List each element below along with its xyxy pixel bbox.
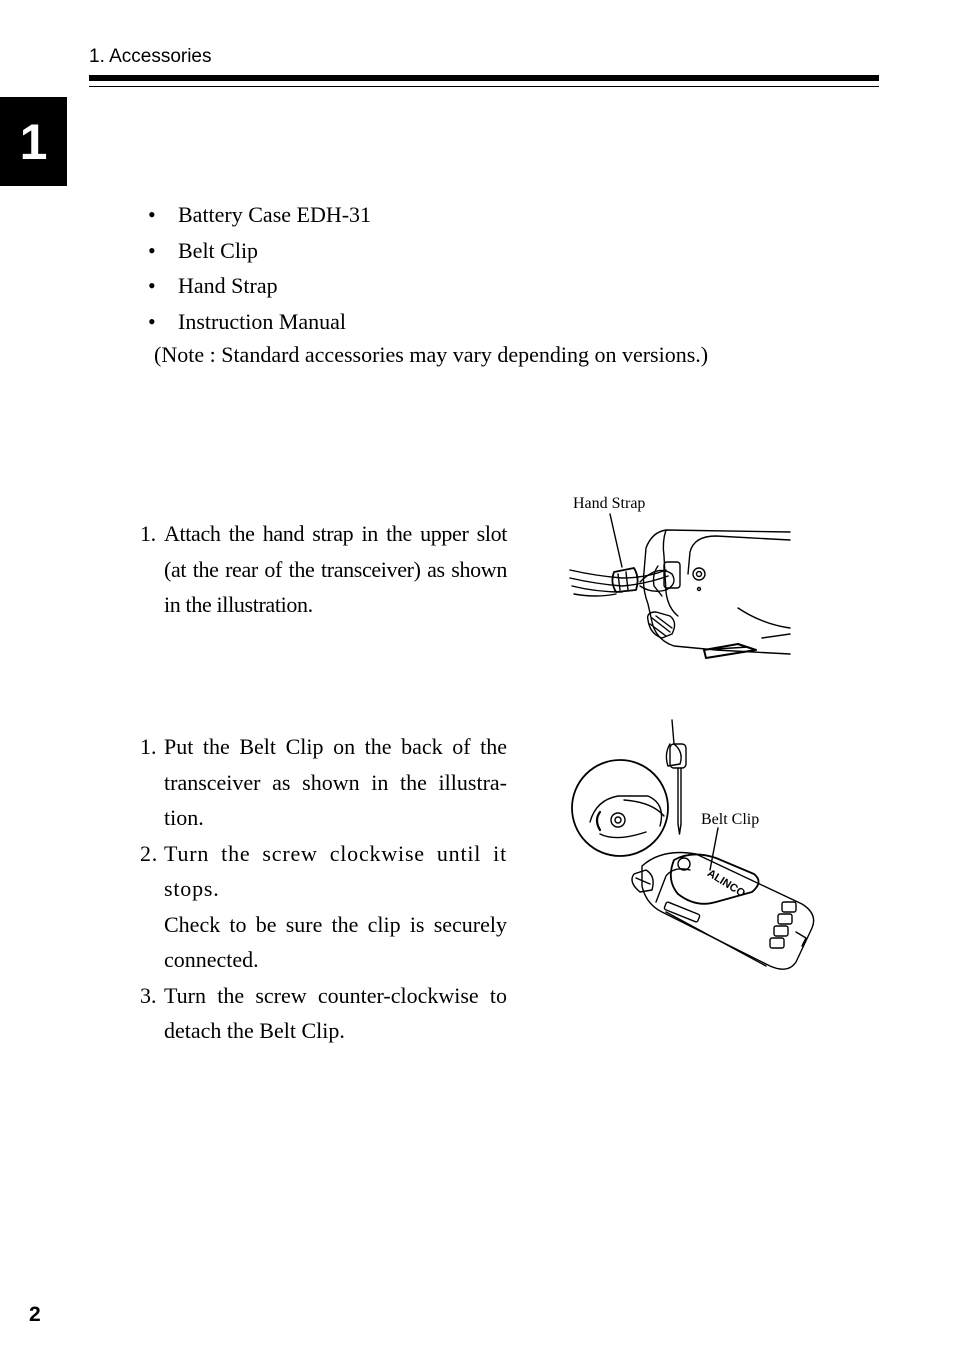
accessories-list (148, 197, 371, 339)
list-item-text: Battery Case EDH-31 (178, 202, 372, 227)
accessories-note: (Note : Standard accessories may vary depending on versions.) (154, 342, 709, 367)
hand-strap-steps (140, 516, 507, 623)
belt-clip-illustration (566, 716, 826, 976)
list-item-text: Instruction Manual (178, 308, 347, 334)
step-number: 1. (140, 521, 156, 546)
step-item (140, 978, 507, 1049)
step-item (140, 836, 507, 978)
bullet: • (148, 308, 156, 334)
list-item-text: Hand Strap (178, 273, 278, 298)
bullet: • (148, 273, 156, 298)
step-subtext: Check to be sure the clip is securely connected. (164, 911, 507, 972)
belt-clip-label: Belt Clip (701, 811, 760, 828)
hand-strap-illustration (566, 512, 796, 662)
step-text: Turn the screw counter-clockwise to detach the Belt Clip. (164, 982, 507, 1043)
step-number: 1. (140, 734, 157, 759)
step-item (140, 516, 507, 623)
list-item (148, 268, 371, 304)
bullet: • (148, 237, 156, 263)
list-item (148, 233, 371, 269)
header-rule-thin (89, 86, 879, 87)
step-text: Attach the hand strap in the upper slot (at the rear of the transceiver) as shown in the illustration. (164, 521, 507, 617)
chapter-number: 1 (19, 113, 48, 170)
page-number: 2 (29, 1303, 41, 1326)
brand-logo: ALINCO (704, 867, 748, 900)
step-text: Put the Belt Clip on the back of the transceiver as shown in the illustra-tion. (164, 734, 507, 830)
list-item (148, 304, 371, 340)
list-item-text: Belt Clip (178, 237, 259, 263)
header-rule-thick (89, 75, 879, 81)
chapter-tab (0, 97, 67, 186)
step-text: Turn the screw clockwise until it stops. (164, 840, 507, 901)
list-item (148, 197, 371, 233)
section-header: 1. Accessories (89, 46, 212, 67)
step-item (140, 729, 507, 836)
belt-clip-steps (140, 729, 507, 1049)
hand-strap-label: Hand Strap (573, 495, 646, 512)
step-number: 2. (140, 840, 159, 866)
step-number: 3. (140, 982, 157, 1008)
bullet: • (148, 202, 156, 227)
